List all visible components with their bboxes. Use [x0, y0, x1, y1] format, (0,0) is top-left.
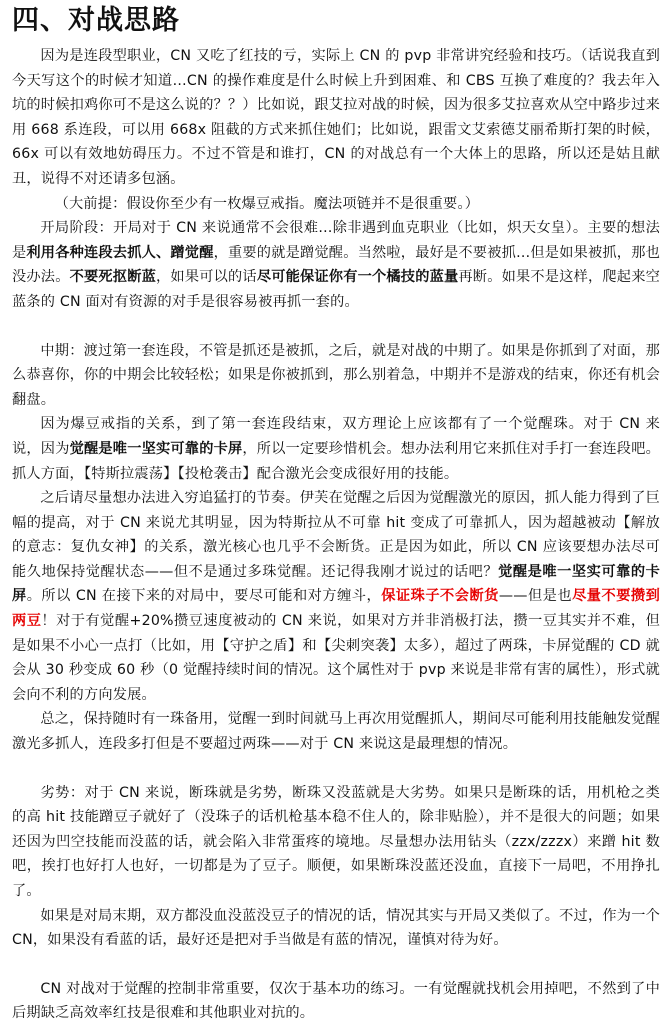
opening-text-a: 开局阶段：开局对于 CN 来说通常不会很难…除非遇到血克职业（比如，炽天女皇）。主要的想法是 — [12, 220, 660, 261]
section-title: 四、对战思路 — [12, 5, 180, 36]
conclusion-paragraph: CN 对战对于觉醒的控制非常重要，仅次于基本功的练习。一有觉醒就找机会用掉吧，不然到了中后期缺乏高效率红技是很难和其他职业对抗的。 — [12, 980, 660, 1022]
pressure-red-1: 保证珠子不会断货 — [381, 588, 499, 605]
pressure-red-2: 尽量不要攒到两豆 — [12, 588, 661, 630]
midgame-paragraph: 中期：渡过第一套连段，不管是抓还是被抓，之后，就是对战的中期了。如果是你抓到了对面，那么恭喜你，你的中期会比较轻松；如果是你被抓到，那么别着急，中期并不是游戏的结束，你还有机会翻盘。 — [12, 342, 660, 408]
opening-bold-2: 不要死抠断蓝 — [69, 269, 157, 286]
pressure-paragraph — [12, 486, 660, 707]
awakening-paragraph — [12, 412, 660, 486]
pressure-bold-1: 觉醒是唯一坚实可靠的卡屏 — [12, 563, 660, 605]
awakening-text-c: ，所以一定要珍惜机会。想办法利用它来抓住对手打一套连段吧。抓人方面，【特斯拉震荡】【投枪袭击】配合激光会变成很好用的技能。 — [12, 440, 660, 482]
opening-text-e: 再断。如果不是这样，爬起来空蓝条的 CN 面对有资源的对手是很容易被再抓一套的。 — [12, 269, 660, 310]
opening-bold-1: 利用各种连段去抓人、蹭觉醒 — [26, 244, 214, 261]
opening-paragraph — [12, 216, 660, 314]
summary-paragraph: 总之，保持随时有一珠备用，觉醒一到时间就马上再次用觉醒抓人，期间尽可能利用技能触发觉醒激光多抓人，连段多打但是不要超过两珠——对于 CN 来说这是最理想的情况。 — [12, 711, 660, 753]
intro-paragraph: 因为是连段型职业，CN 又吃了红技的亏，实际上 CN 的 pvp 非常讲究经验和技巧。（话说我直到今天写这个的时候才知道…CN 的操作难度是什么时候上升到困难、和 CBS 互换了难度的？我去年入坑的时候扣鸡你可不是这么说的？？）比如说，跟艾拉对战的时候，因为很多艾拉喜欢从空中路步过来用 668 系连段，可以用 668x 阻截的方式来抓住她们；比如说，跟雷文艾索德艾丽希斯打架的时候，66x 可以有效地妨碍压力。不过不管是和谁打，CN 的对战总有一个大体上的思路，所以还是姑且献丑，说得不对还请多包涵。 — [12, 48, 660, 187]
opening-bold-3: 尽可能保证你有一个橘技的蓝量 — [256, 269, 459, 286]
disadvantage-paragraph: 劣势：对于 CN 来说，断珠就是劣势，断珠又没蓝就是大劣势。如果只是断珠的话，用机枪之类的高 hit 技能蹭豆子就好了（没珠子的话机枪基本稳不住人的，除非贴脸），并不是很大的问题；如果还因为凹空技能而没蓝的话，就会陷入非常蛋疼的境地。尽量想办法用钻头（zzx/zzzx）来蹭 hit 数吧，挨打也好打人也好，一切都是为了豆子。顺便，如果断珠没蓝还没血，直接下一局吧，不用挣扎了。 — [12, 784, 660, 899]
awakening-bold-1: 觉醒是唯一坚实可靠的卡屏 — [69, 440, 243, 457]
awakening-text-a: 因为爆豆戒指的关系，到了第一套连段结束，双方理论上应该都有了一个觉醒珠。对于 CN 来说，因为 — [12, 416, 660, 457]
endgame-paragraph: 如果是对局末期，双方都没血没蓝没豆子的情况的话，情况其实与开局又类似了。不过，作为一个 CN，如果没有看蓝的话，最好还是把对手当做是有蓝的情况，谨慎对待为好。 — [12, 907, 660, 949]
pressure-text-a: 之后请尽量想办法进入穷追猛打的节奏。伊芙在觉醒之后因为觉醒激光的原因，抓人能力得到了巨幅的提高，对于 CN 来说尤其明显，因为特斯拉从不可靠 hit 变成了可靠抓人，因为超越被动【解放的意志：复仇女神】的关系，激光核心也几乎不会断货。正是因为如此，所以 CN 应该要想办法尽可能久地保持觉醒状态——但不是通过多珠觉醒。还记得我刚才说过的话吧？ — [12, 490, 660, 580]
opening-text-d: ，如果可以的话 — [156, 269, 257, 286]
pressure-text-d: ——但是也 — [498, 588, 573, 605]
opening-text-c: ，重要的就是蹭觉醒。当然啦，最好是不要被抓…但是如果被抓，那也没办法。 — [12, 244, 660, 286]
pressure-text-c: 。所以 CN 在接下来的对局中，要尽可能和对方缠斗， — [26, 588, 382, 605]
pressure-text-e: ！对于有觉醒+20%攒豆速度被动的 CN 来说，如果对方并非消极打法，攒一豆其实并不难，但是如果不小心一点打（比如，用【守护之盾】和【尖刺突袭】太多），超过了两珠，卡屏觉醒的 CD 就会从 30 秒变成 60 秒（0 觉醒持续时间的情况。这个属性对于 pvp 来说是非常有害的属性），形式就会向不利的方向发展。 — [12, 613, 661, 703]
premise-paragraph: （大前提：假设你至少有一枚爆豆戒指。魔法项链并不是很重要。） — [54, 195, 480, 212]
